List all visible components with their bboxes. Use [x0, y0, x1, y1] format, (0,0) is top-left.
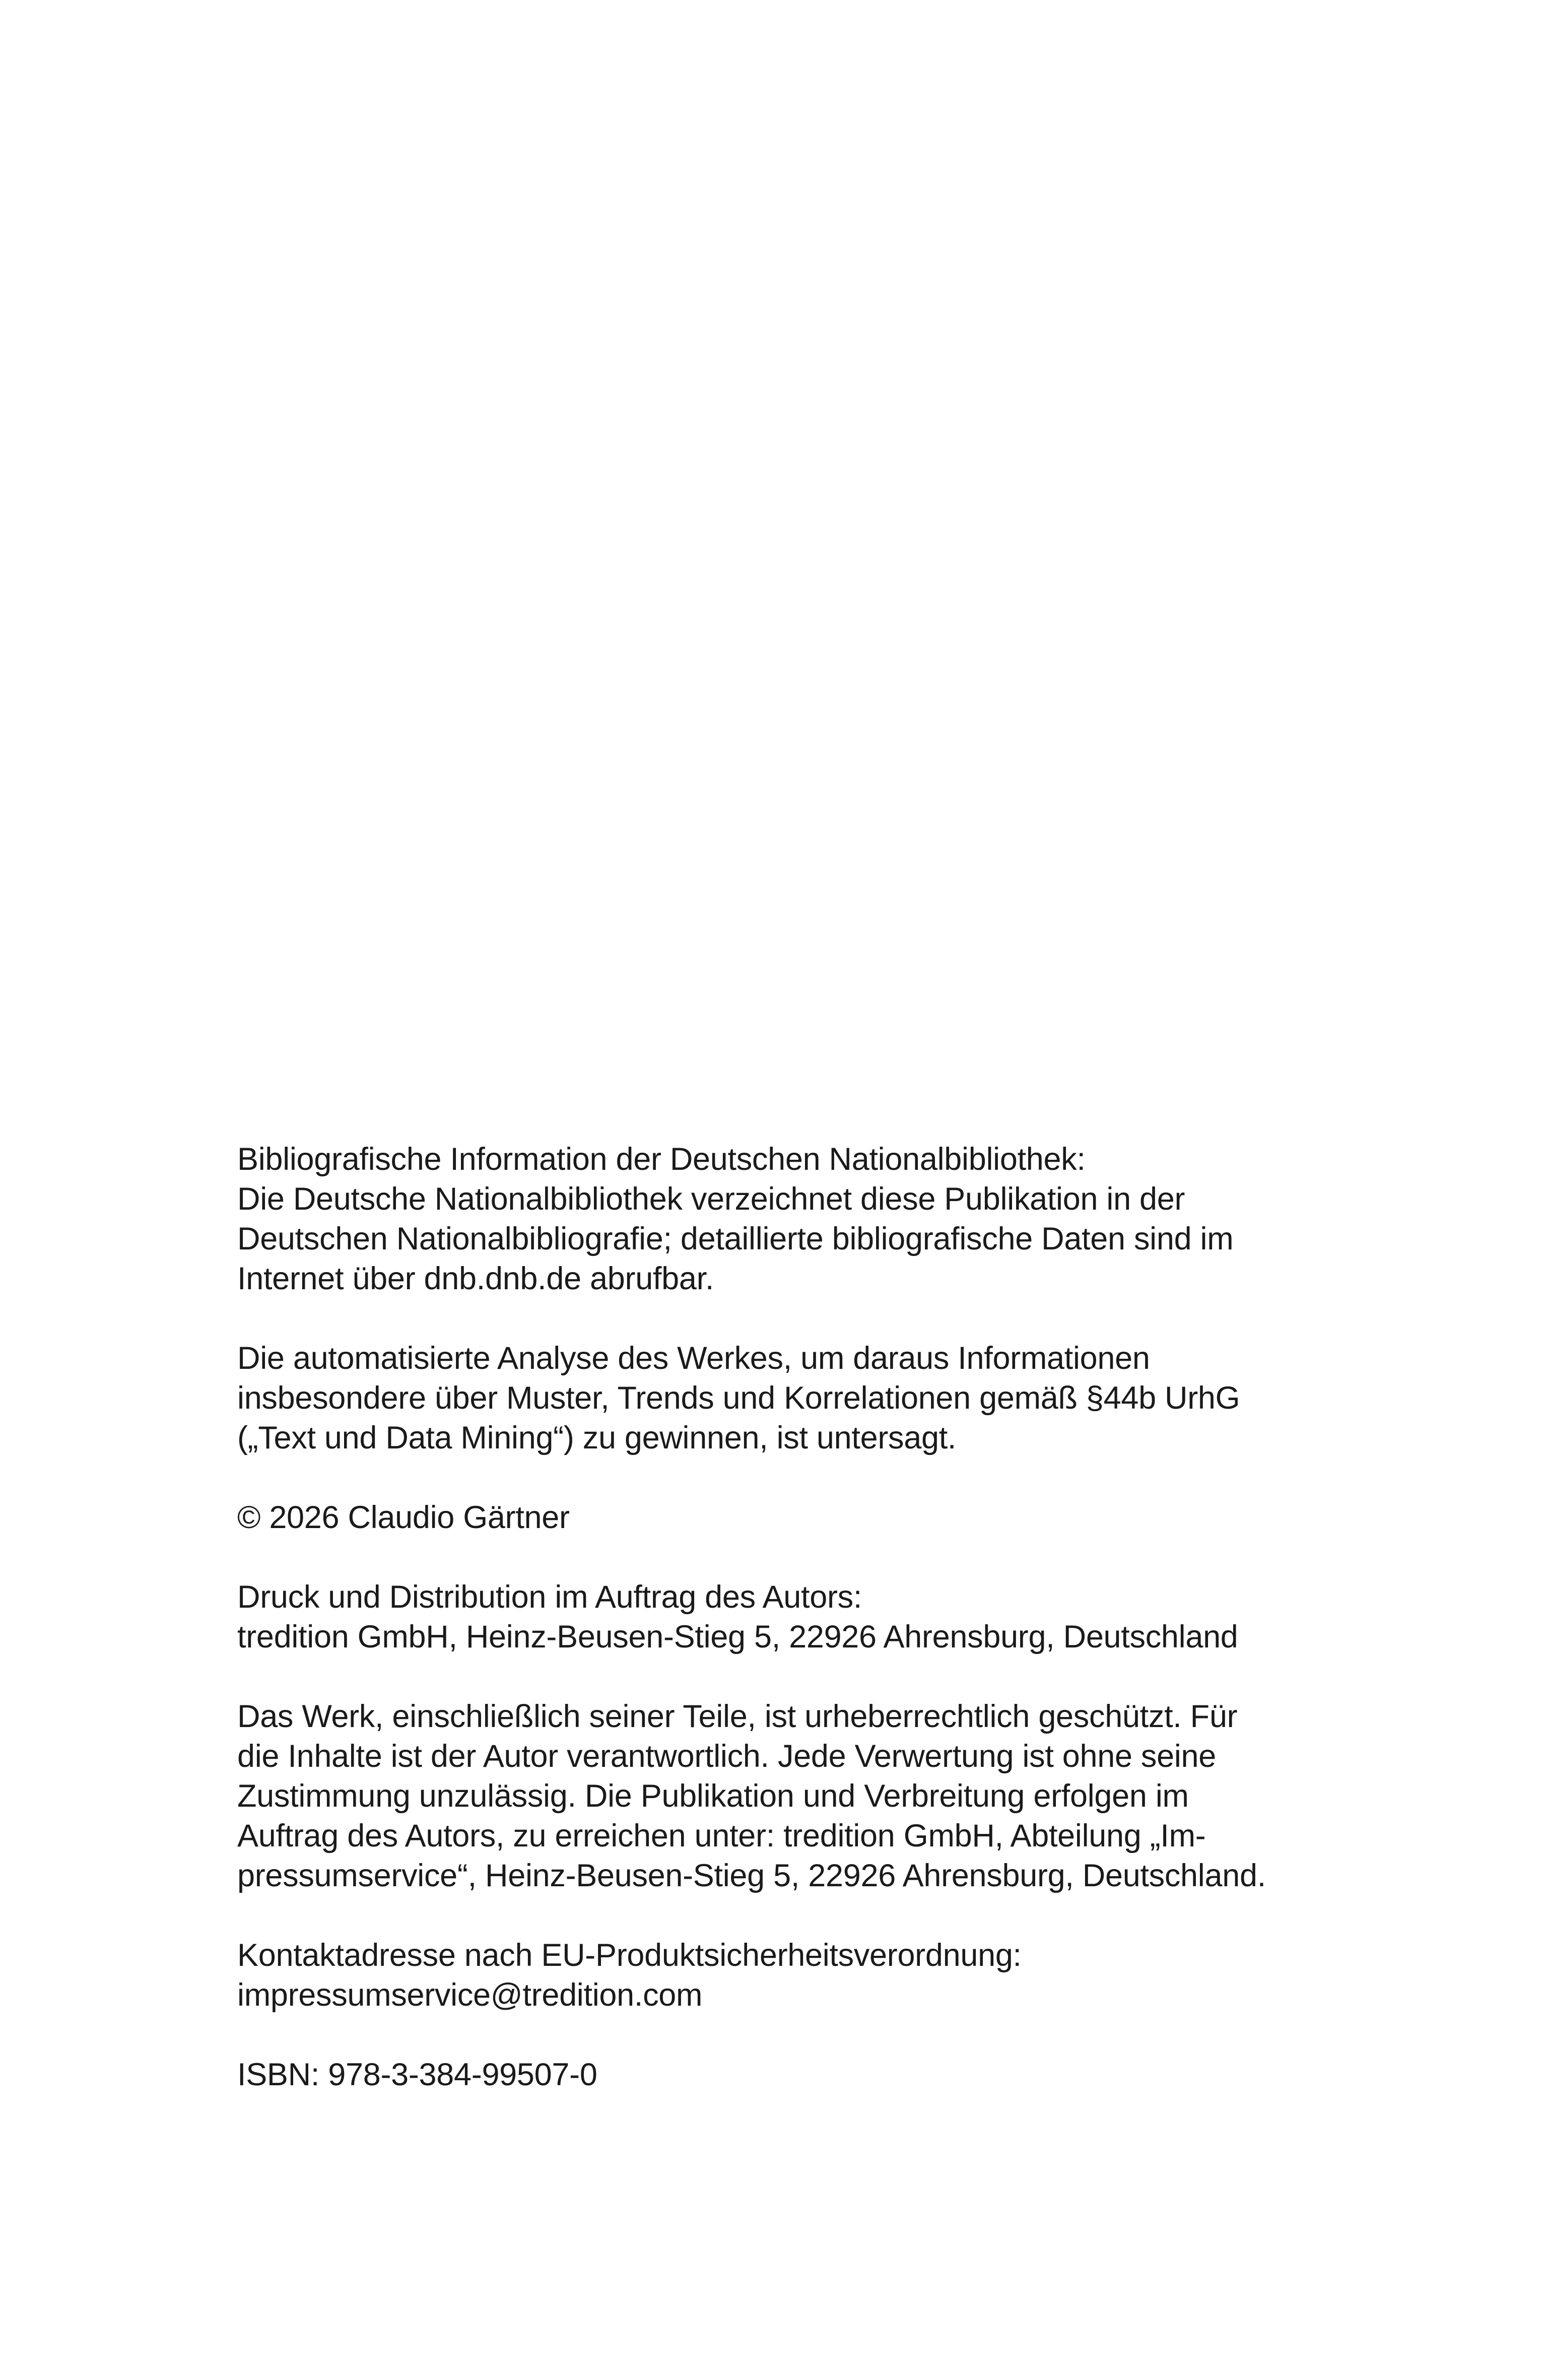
- tdm-notice-line: insbesondere über Muster, Trends und Korrelationen gemäß §44b UrhG: [237, 1380, 1240, 1416]
- rights-line: pressumservice“, Heinz-Beusen-Stieg 5, 22926 Ahrensburg, Deutschland.: [237, 1858, 1266, 1893]
- rights-line: Auftrag des Autors, zu erreichen unter: tredition GmbH, Abteilung „Im-: [237, 1818, 1206, 1854]
- bibliographic-text-line: Internet über dnb.dnb.de abrufbar.: [237, 1261, 714, 1296]
- rights-line: Das Werk, einschließlich seiner Teile, ist urheberrechtlich geschützt. Für: [237, 1699, 1238, 1734]
- text-data-mining-notice: [237, 1339, 1346, 1458]
- isbn-notice: [237, 2055, 1346, 2095]
- contact-email: impressumservice@tredition.com: [237, 1977, 703, 2013]
- bibliographic-text-line: Die Deutsche Nationalbibliothek verzeichnet diese Publikation in der: [237, 1181, 1185, 1217]
- imprint-page: [237, 1140, 1346, 2095]
- distribution-address: tredition GmbH, Heinz-Beusen-Stieg 5, 22926 Ahrensburg, Deutschland: [237, 1619, 1238, 1655]
- rights-line: Zustimmung unzulässig. Die Publikation und Verbreitung erfolgen im: [237, 1778, 1189, 1814]
- copyright-notice: [237, 1498, 1346, 1538]
- bibliographic-text-line: Deutschen Nationalbibliografie; detaillierte bibliografische Daten sind im: [237, 1221, 1234, 1257]
- bibliographic-heading: Bibliografische Information der Deutschen Nationalbibliothek:: [237, 1142, 1086, 1177]
- contact-notice: [237, 1936, 1346, 2015]
- rights-notice: [237, 1697, 1346, 1896]
- contact-heading: Kontaktadresse nach EU-Produktsicherheitsverordnung:: [237, 1938, 1022, 1973]
- distribution-notice: [237, 1577, 1346, 1657]
- isbn-line: ISBN: 978-3-384-99507-0: [237, 2057, 597, 2092]
- rights-line: die Inhalte ist der Autor verantwortlich. Jede Verwertung ist ohne seine: [237, 1739, 1217, 1774]
- distribution-heading: Druck und Distribution im Auftrag des Autors:: [237, 1579, 862, 1615]
- tdm-notice-line: („Text und Data Mining“) zu gewinnen, ist untersagt.: [237, 1420, 957, 1456]
- copyright-line: © 2026 Claudio Gärtner: [237, 1500, 570, 1535]
- bibliographic-information: [237, 1140, 1346, 1299]
- tdm-notice-line: Die automatisierte Analyse des Werkes, um daraus Informationen: [237, 1341, 1150, 1376]
